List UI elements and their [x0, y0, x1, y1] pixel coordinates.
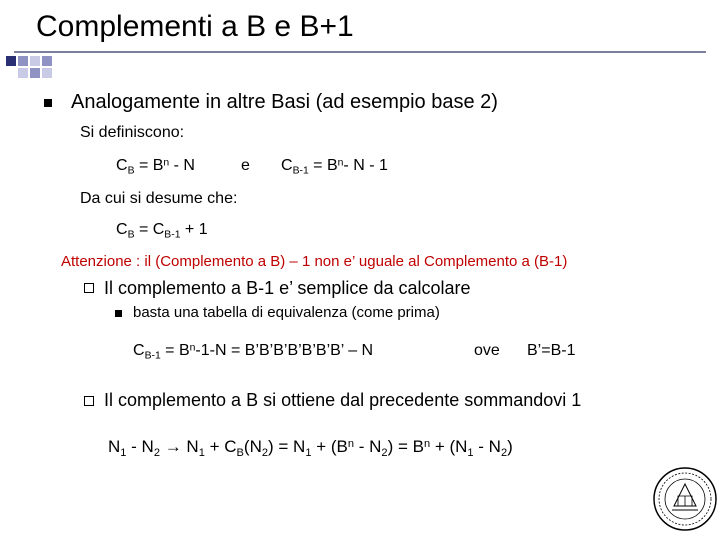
eq2-sup: n — [189, 342, 196, 354]
text-da-cui: Da cui si desume che: — [80, 190, 238, 207]
cb-sub: B — [127, 165, 135, 177]
final-s5: 2 — [261, 446, 269, 459]
cb-sup: n — [163, 157, 170, 169]
cb-rest: - N — [169, 157, 195, 174]
bullet-hollow-square-icon — [84, 283, 94, 293]
final-t12: ) — [507, 437, 513, 456]
cb1-eq: = B — [308, 157, 338, 174]
text-b-prime-def: B’=B-1 — [527, 342, 576, 359]
text-si-definiscono: Si definiscono: — [80, 124, 185, 141]
deco-square — [42, 68, 52, 78]
final-s8: 2 — [381, 446, 388, 459]
final-t5: (N — [243, 437, 262, 456]
cb1-sup: n — [337, 157, 344, 169]
sub-sub-bullet-tabella: basta una tabella di equivalenza (come prima) — [133, 304, 440, 321]
definition-cb — [116, 157, 195, 177]
final-p9: n — [423, 438, 431, 451]
final-t7: + (B — [311, 437, 348, 456]
warning-text: Attenzione : il (Complemento a B) – 1 non e’ uguale al Complemento a (B-1) — [61, 253, 568, 270]
cb-c: C — [116, 157, 128, 174]
final-t1: N — [108, 437, 121, 456]
final-s6: 1 — [305, 446, 312, 459]
eq2-sub: B-1 — [144, 350, 161, 362]
title-divider — [14, 51, 706, 53]
final-s10: 1 — [467, 446, 474, 459]
deco-square — [18, 56, 28, 66]
text-e: e — [241, 157, 250, 174]
rel-mid: = C — [134, 221, 165, 238]
rel-end: + 1 — [180, 221, 208, 238]
final-t2: - N — [126, 437, 154, 456]
rel-s1: B — [127, 229, 135, 241]
deco-square — [30, 68, 40, 78]
final-t6: ) = N — [268, 437, 306, 456]
final-t10: + (N — [430, 437, 468, 456]
final-s11: 2 — [500, 446, 508, 459]
university-seal-logo — [652, 466, 718, 532]
bullet-square-icon — [44, 99, 52, 107]
deco-square — [18, 68, 28, 78]
final-t3: → N — [159, 437, 199, 456]
definition-cb1 — [281, 157, 388, 177]
deco-square — [42, 56, 52, 66]
cb1-sub: B-1 — [292, 165, 309, 177]
final-t9: ) = B — [387, 437, 424, 456]
final-s1: 1 — [120, 446, 127, 459]
rel-c1: C — [116, 221, 128, 238]
final-equation — [108, 437, 513, 459]
text-ove: ove — [474, 342, 500, 359]
final-s4: B — [236, 446, 244, 459]
final-t8: - N — [354, 437, 382, 456]
slide-title: Complementi a B e B+1 — [36, 10, 354, 43]
bullet-square-icon — [115, 310, 122, 317]
sub-bullet-complemento-b1: Il complemento a B-1 e’ semplice da calcolare — [104, 278, 471, 298]
deco-square — [6, 56, 16, 66]
cb1-c: C — [281, 157, 293, 174]
bullet-analogamente: Analogamente in altre Basi (ad esempio base 2) — [71, 91, 498, 113]
final-t4: + C — [204, 437, 237, 456]
equation-cb1 — [133, 342, 373, 362]
final-s3: 1 — [198, 446, 205, 459]
eq2-rest: -1-N = B’B’B’B’B’B’B’ – N — [195, 342, 374, 359]
bullet-hollow-square-icon — [84, 396, 94, 406]
eq2-eq: = B — [160, 342, 190, 359]
cb-eq: = B — [134, 157, 164, 174]
final-s2: 2 — [153, 446, 160, 459]
cb1-rest: - N - 1 — [343, 157, 388, 174]
final-p7: n — [347, 438, 355, 451]
deco-square — [30, 56, 40, 66]
eq2-c: C — [133, 342, 145, 359]
rel-s2: B-1 — [164, 229, 181, 241]
relation-cb — [116, 221, 208, 241]
sub-bullet-complemento-b: Il complemento a B si ottiene dal precedente sommandovi 1 — [104, 390, 582, 410]
final-t11: - N — [473, 437, 501, 456]
